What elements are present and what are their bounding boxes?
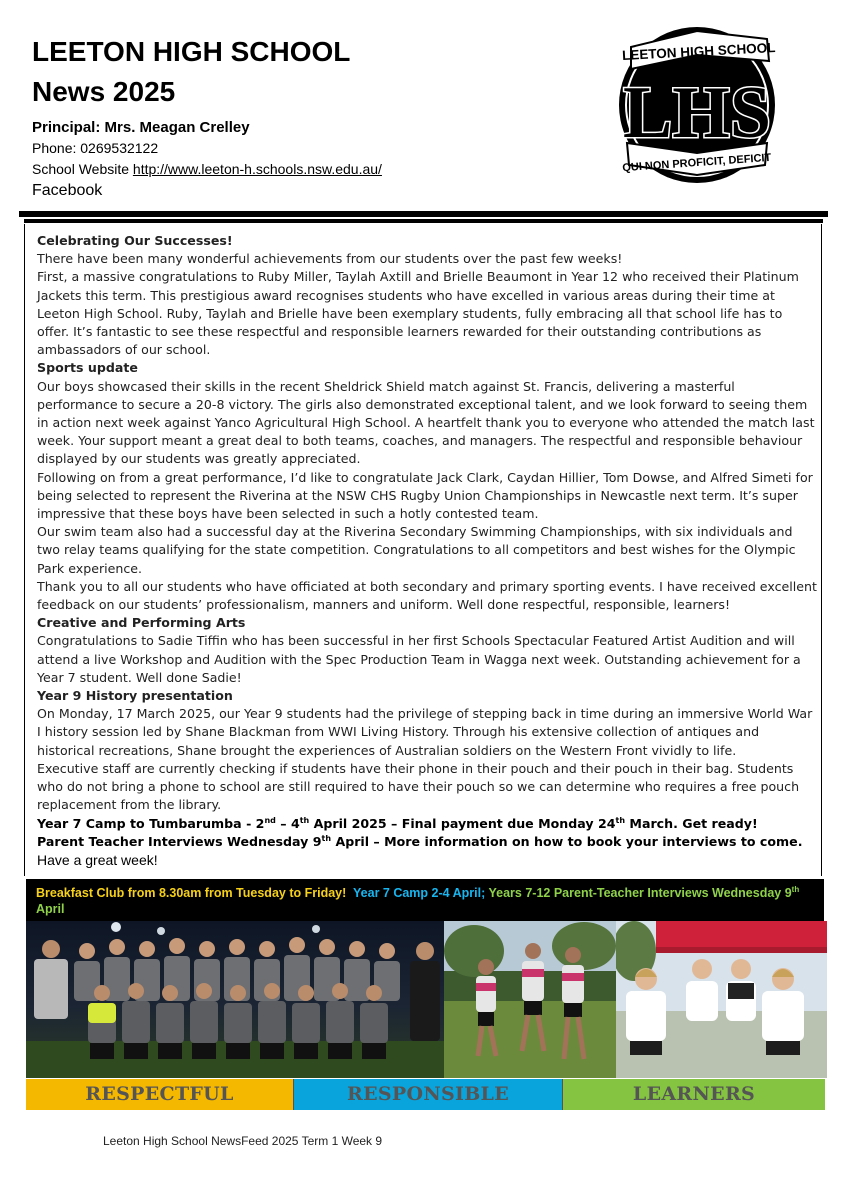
school-values-bar (26, 1079, 825, 1110)
paragraph: Our boys showcased their skills in the recent Sheldrick Shield match against St. Francis, delivering a masterful performance to secure a 20-8 victory. The girls also demonstrated exceptional talent, and we look forward to seeing them in action next week against Yanco Agricultural High School. A heartfelt thank you to everyone who attended the match last week. Your support meant a great deal to both teams, coaches, and managers. The respectful and responsible behaviour displayed by our students was greatly appreciated. (37, 378, 815, 467)
school-name: LEETON HIGH SCHOOL (32, 36, 351, 67)
school-crest-icon (617, 25, 777, 185)
logo-monogram: LHS (622, 72, 772, 154)
heading-history: Year 9 History presentation (37, 688, 233, 704)
logo-motto: QUI NON PROFICIT, DEFICIT (621, 151, 772, 175)
value-responsible: RESPONSIBLE (294, 1079, 563, 1110)
interview-notice: Parent Teacher Interviews Wednesday 9th April – More information on how to book your interviews to come. (37, 833, 803, 849)
school-logo (617, 25, 777, 185)
girls-rugby-photo (444, 921, 616, 1078)
interviews-text: Years 7-12 Parent-Teacher Interviews Wednesday 9th April (36, 884, 800, 916)
website-link[interactable]: http://www.leeton-h.schools.nsw.edu.au/ (132, 161, 382, 177)
paragraph: Executive staff are currently checking if students have their phone in their pouch and their pouch in their bag. Students who do not bring a phone to school are still required to have their pouch so we can determine who requires a free pouch replacement from the library. (37, 760, 800, 813)
header-divider (19, 211, 828, 217)
paragraph: There have been many wonderful achievements from our students over the past few weeks! (37, 251, 623, 267)
paragraph: Congratulations to Sadie Tiffin who has been successful in her first Schools Spectacular Featured Artist Audition and will attend a live Workshop and Audition with the Spec Production Team in Wagga next week. Outstanding achievement for a Year 7 student. Well done Sadie! (37, 633, 801, 685)
website-line (32, 159, 592, 180)
heading-celebrating: Celebrating Our Successes! (37, 233, 233, 248)
swim-team-photo (616, 921, 827, 1078)
photo-strip (26, 921, 827, 1078)
paragraph: Our swim team also had a successful day at the Riverina Secondary Swimming Championships, with six individuals and two relay teams qualifying for the state competition. Congratulations to all competitors and best wishes for the Olympic Park experience. (37, 524, 796, 576)
camp-notice: Year 7 Camp to Tumbarumba - 2nd – 4th April 2025 – Final payment due Monday 24th March. Get ready! (37, 815, 758, 831)
value-learners: LEARNERS (563, 1079, 825, 1110)
paragraph: On Monday, 17 March 2025, our Year 9 students had the privilege of stepping back in time during an immersive World War I history session led by Shane Blackman from WWI Living History. Through his extensive collection of antiques and historical recreations, Shane brought the experiences of Australian soldiers on the Western Front vividly to life. (37, 706, 813, 758)
events-banner (26, 879, 824, 921)
masthead (32, 36, 592, 202)
principal-name: Principal: Mrs. Meagan Crelley (32, 119, 250, 136)
breakfast-club-text: Breakfast Club from 8.30am from Tuesday to Friday! (36, 886, 347, 900)
rugby-team-photo (26, 921, 444, 1078)
logo-top-text: LEETON HIGH SCHOOL (621, 39, 776, 64)
camp-text: Year 7 Camp 2-4 April; (353, 886, 486, 900)
paragraph: Following on from a great performance, I’d like to congratulate Jack Clark, Caydan Hillier, Tom Dowse, and Alfred Simeti for being selected to represent the Riverina at the NSW CHS Rugby Union Championships in Newcastle next term. It’s super impressive that these boys have been selected in such a hotly contested team. (37, 469, 813, 522)
value-respectful: RESPECTFUL (26, 1079, 294, 1110)
phone-number: Phone: 0269532122 (32, 140, 159, 156)
paragraph: First, a massive congratulations to Ruby Miller, Taylah Axtill and Brielle Beaumont in Year 12 who received their Platinum Jackets this term. This prestigious award recognises students who have excelled in various areas during their time at Leeton High School. Ruby, Taylah and Brielle have been exemplary students, fully embracing all that school life has to offer. It’s fantastic to see these respectful and responsible learners rewarded for their outstanding contributions as ambassadors of our school. (37, 269, 799, 358)
closing-line: Have a great week! (37, 851, 158, 868)
newsletter-title: News 2025 (32, 76, 176, 107)
page-footer: Leeton High School NewsFeed 2025 Term 1 Week 9 (103, 1134, 383, 1148)
facebook-link[interactable]: Facebook (32, 182, 103, 199)
heading-sports: Sports update (37, 360, 138, 376)
paragraph: Thank you to all our students who have officiated at both secondary and primary sporting events. I have received excellent feedback on our students’ professionalism, manners and uniform. Well done respectful, responsible, learners! (37, 578, 817, 613)
header-divider-inner (24, 219, 823, 223)
website-label: School Website (32, 161, 133, 177)
heading-arts: Creative and Performing Arts (37, 615, 246, 631)
article-frame (24, 224, 822, 876)
article-body (37, 232, 817, 869)
